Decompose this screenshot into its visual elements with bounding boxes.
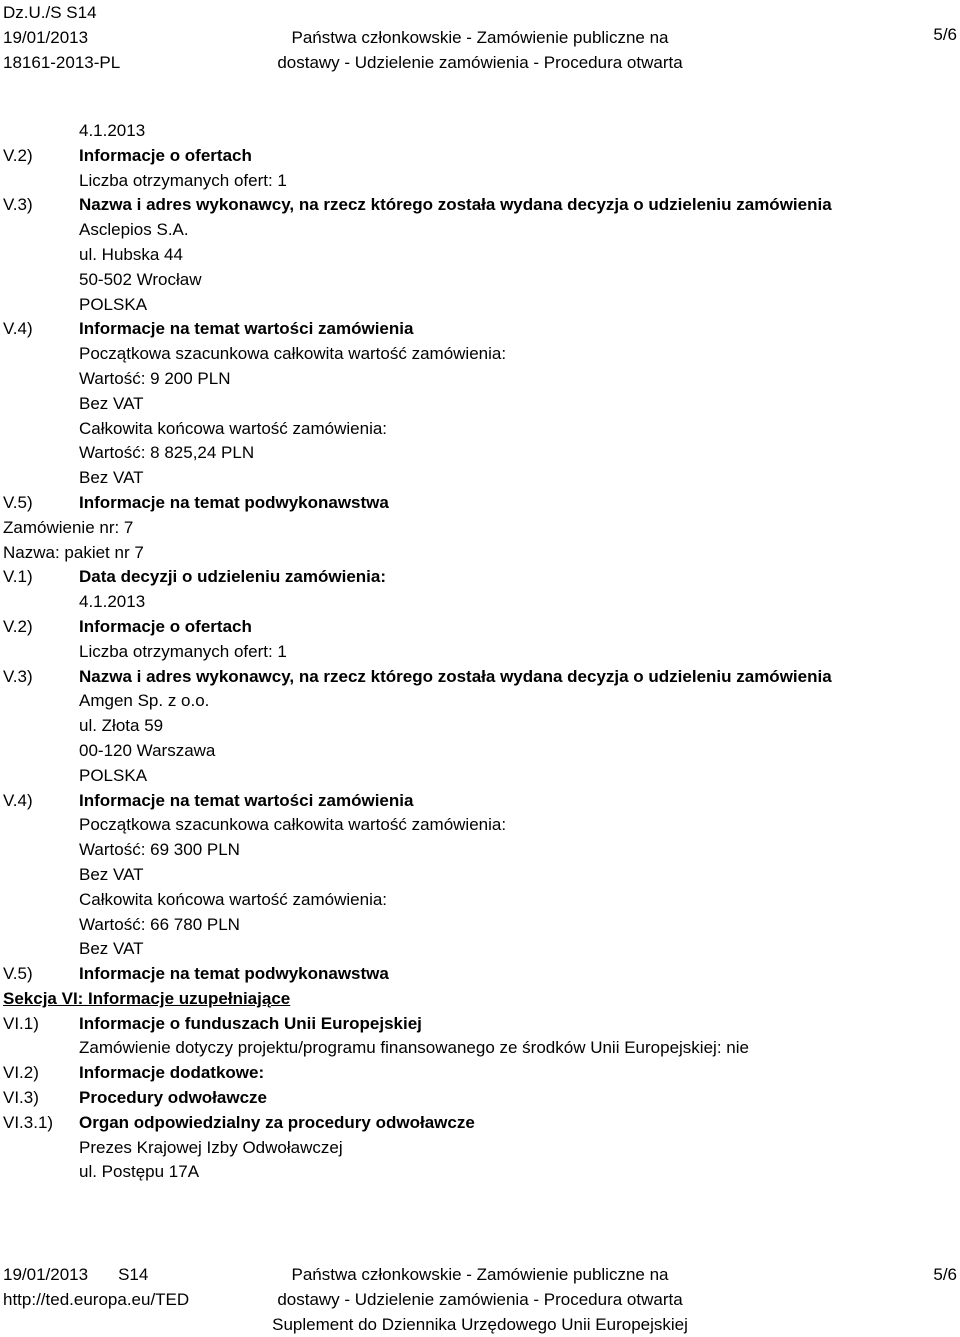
row-text: Bez VAT <box>79 393 144 413</box>
row-text: 4.1.2013 <box>79 121 146 140</box>
section-heading: Procedury odwoławcze <box>79 1088 267 1108</box>
footer-page-number: 5/6 <box>933 1265 957 1284</box>
section-number: V.3) <box>3 195 33 215</box>
document-row <box>3 838 957 863</box>
row-text: Bez VAT <box>79 939 144 959</box>
journal-reference: Dz.U./S S14 <box>3 3 97 22</box>
document-row <box>3 193 957 218</box>
document-row <box>3 392 957 417</box>
section-number: V.2) <box>3 616 33 636</box>
section-heading: Informacje na temat wartości zamówienia <box>79 790 414 810</box>
row-text: Prezes Krajowej Izby Odwoławczej <box>79 1137 343 1157</box>
section-number: V.5) <box>3 492 33 512</box>
document-row <box>3 1160 957 1185</box>
section-number: V.4) <box>3 790 33 810</box>
document-row <box>3 119 957 144</box>
document-row <box>3 516 957 541</box>
document-row <box>3 441 957 466</box>
row-text: Bez VAT <box>79 864 144 884</box>
row-text: Liczba otrzymanych ofert: 1 <box>79 641 287 661</box>
section-title: Sekcja VI: Informacje uzupełniające <box>3 988 291 1008</box>
row-text: 4.1.2013 <box>79 592 146 612</box>
row-text: Bez VAT <box>79 468 144 488</box>
document-row <box>3 491 957 516</box>
section-number: VI.3) <box>3 1088 39 1108</box>
section-number: VI.2) <box>3 1063 39 1083</box>
document-row <box>3 615 957 640</box>
section-number: V.3) <box>3 666 33 686</box>
row-text: ul. Złota 59 <box>79 716 164 736</box>
header-title-line-2: dostawy - Udzielenie zamówienia - Procedura otwarta <box>277 53 683 72</box>
section-heading: Informacje na temat podwykonawstwa <box>79 964 389 984</box>
document-row <box>3 937 957 962</box>
section-number: V.5) <box>3 964 33 984</box>
header-center <box>3 0 957 75</box>
document-row <box>3 317 957 342</box>
row-text: Liczba otrzymanych ofert: 1 <box>79 170 287 190</box>
page-header <box>3 0 957 70</box>
footer-title-line-1: Państwa członkowskie - Zamówienie publiczne na <box>291 1265 669 1284</box>
section-heading: Nazwa i adres wykonawcy, na rzecz którego została wydana decyzja o udzieleniu zamówienia <box>79 195 832 215</box>
document-row <box>3 739 957 764</box>
document-row <box>3 417 957 442</box>
document-row <box>3 342 957 367</box>
section-heading: Informacje o ofertach <box>79 616 252 636</box>
document-row <box>3 1136 957 1161</box>
section-heading: Informacje dodatkowe: <box>79 1063 265 1083</box>
section-heading: Informacje o funduszach Unii Europejskiej <box>79 1013 422 1033</box>
document-row <box>3 565 957 590</box>
header-right <box>933 22 957 47</box>
footer-url: http://ted.europa.eu/TED <box>3 1290 190 1309</box>
section-heading: Informacje na temat podwykonawstwa <box>79 492 389 512</box>
row-text: Asclepios S.A. <box>79 220 189 240</box>
row-text: POLSKA <box>79 765 148 785</box>
row-text: 50-502 Wrocław <box>79 269 202 289</box>
document-row <box>3 1012 957 1037</box>
footer-center <box>3 1262 957 1337</box>
section-heading: Organ odpowiedzialny za procedury odwoławcze <box>79 1112 475 1132</box>
row-text: Początkowa szacunkowa całkowita wartość zamówienia: <box>79 815 507 835</box>
document-row <box>3 466 957 491</box>
section-heading-row <box>3 987 957 1012</box>
document-row <box>3 962 957 987</box>
footer-supplement: Suplement do Dziennika Urzędowego Unii Europejskiej <box>272 1315 688 1334</box>
document-body <box>3 119 957 1185</box>
document-row <box>3 1086 957 1111</box>
document-row <box>3 169 957 194</box>
document-row <box>3 813 957 838</box>
section-number: VI.3.1) <box>3 1112 54 1132</box>
document-row <box>3 689 957 714</box>
publication-date: 19/01/2013 <box>3 28 89 47</box>
footer-issue: S14 <box>118 1265 149 1284</box>
page-number: 5/6 <box>933 25 957 44</box>
row-text: Amgen Sp. z o.o. <box>79 691 210 711</box>
row-text: Zamówienie nr: 7 <box>3 517 134 537</box>
document-row <box>3 789 957 814</box>
footer-date: 19/01/2013 <box>3 1265 89 1284</box>
document-row <box>3 714 957 739</box>
document-row <box>3 665 957 690</box>
document-row <box>3 888 957 913</box>
row-text: Całkowita końcowa wartość zamówienia: <box>79 418 388 438</box>
document-row <box>3 293 957 318</box>
document-row <box>3 268 957 293</box>
row-text: ul. Hubska 44 <box>79 244 183 264</box>
document-row <box>3 243 957 268</box>
row-text: Całkowita końcowa wartość zamówienia: <box>79 889 388 909</box>
row-text: Wartość: 9 200 PLN <box>79 368 231 388</box>
document-row <box>3 1061 957 1086</box>
document-row <box>3 144 957 169</box>
row-text: Wartość: 66 780 PLN <box>79 914 240 934</box>
section-heading: Informacje o ofertach <box>79 145 252 165</box>
row-text: Zamówienie dotyczy projektu/programu finansowanego ze środków Unii Europejskiej: nie <box>79 1038 749 1058</box>
section-heading: Data decyzji o udzieleniu zamówienia: <box>79 567 387 587</box>
row-text: POLSKA <box>79 294 148 314</box>
row-text: Wartość: 69 300 PLN <box>79 840 240 860</box>
section-heading: Informacje na temat wartości zamówienia <box>79 319 414 339</box>
document-row <box>3 640 957 665</box>
row-text: ul. Postępu 17A <box>79 1162 200 1182</box>
footer-right <box>933 1262 957 1287</box>
document-row <box>3 913 957 938</box>
notice-number: 18161-2013-PL <box>3 53 121 72</box>
document-row <box>3 367 957 392</box>
document-row <box>3 218 957 243</box>
section-number: V.4) <box>3 319 33 339</box>
section-number: V.1) <box>3 567 33 587</box>
section-heading: Nazwa i adres wykonawcy, na rzecz którego została wydana decyzja o udzieleniu zamówienia <box>79 666 832 686</box>
row-text: Nazwa: pakiet nr 7 <box>3 542 144 562</box>
page-footer <box>3 1262 957 1334</box>
document-row <box>3 863 957 888</box>
row-text: Wartość: 8 825,24 PLN <box>79 443 255 463</box>
document-row <box>3 1111 957 1136</box>
footer-title-line-2: dostawy - Udzielenie zamówienia - Procedura otwarta <box>277 1290 683 1309</box>
document-row <box>3 1036 957 1061</box>
row-text: 00-120 Warszawa <box>79 740 216 760</box>
section-number: VI.1) <box>3 1013 39 1033</box>
document-row <box>3 764 957 789</box>
section-number: V.2) <box>3 145 33 165</box>
document-row <box>3 590 957 615</box>
document-row <box>3 541 957 566</box>
row-text: Początkowa szacunkowa całkowita wartość zamówienia: <box>79 344 507 364</box>
header-title-line-1: Państwa członkowskie - Zamówienie publiczne na <box>291 28 669 47</box>
